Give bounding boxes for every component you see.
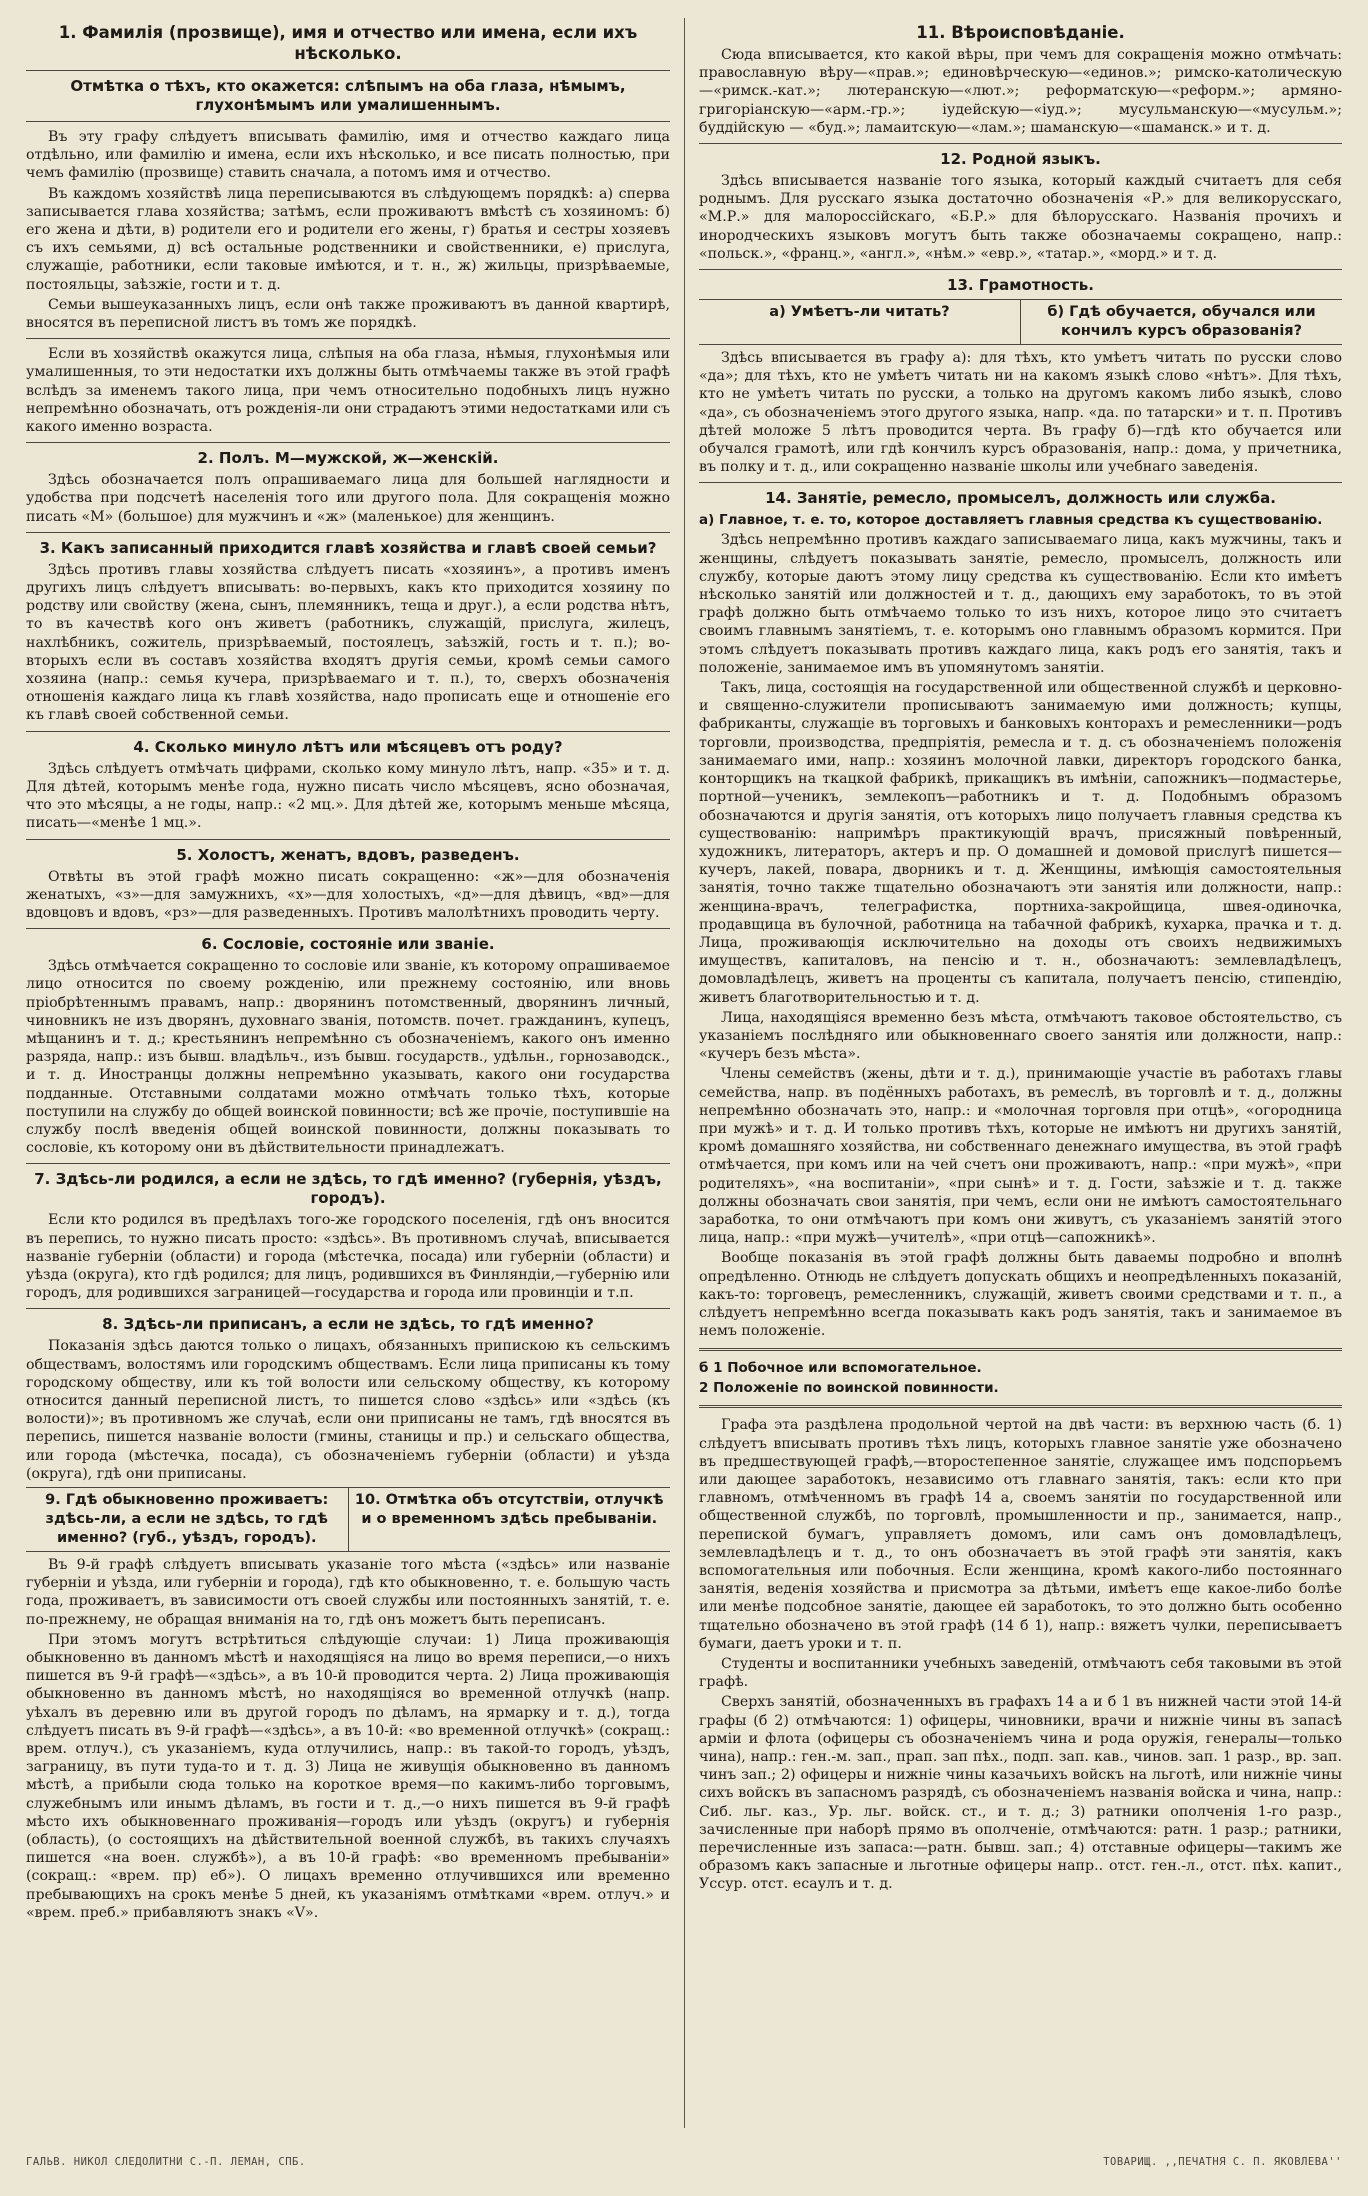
section-14-paragraph: Здѣсь непремѣнно противъ каждаго записываемаго лица, какъ мужчины, такъ и женщины, слѣдуетъ показывать занятіе, ремесло, промыселъ, должность или службу, которые даютъ этому лицу средства къ существованію. Если кто имѣетъ нѣсколько занятій или должностей и т. д., дающихъ ему заработокъ, то въ этой графѣ должно быть отмѣчаемо только то изъ нихъ, которое лицо это считаетъ своимъ главнымъ занятіемъ, т. е. которымъ оно главнымъ образомъ кормится. При этомъ слѣдуетъ показывать противъ каждаго лица, какъ родъ его занятія, такъ и положеніе, занимаемое имъ въ упомянутомъ занятіи.	[699, 532, 1342, 676]
section-3-title: 3. Какъ записанный приходится главѣ хозяйства и главѣ своей семьи?	[39, 538, 657, 557]
section-14-paragraph: Члены семействъ (жены, дѣти и т. д.), принимающіе участіе въ работахъ главы семейства, напр. въ подённыхъ работахъ, въ ремеслѣ, въ торговлѣ и т. д., должны непремѣнно обозначать это, напр.: и «молочная торговля при отцѣ», «огородница при мужѣ» и т. д. И только противъ тѣхъ, которые не имѣютъ ни другихъ занятій, кромѣ домашняго хозяйства, ни собственнаго денежнаго имущества, въ этой графѣ отмѣчается, при комъ или на чей счетъ они проживаютъ, напр.: «при мужѣ», «при родителяхъ», «на воспитаніи», «при сынѣ» и т. д. Гости, заѣзжіе и т. д. также должны обозначать свои занятія, при чемъ, если они не имѣютъ самостоятельнаго заработка, то они отмѣчаютъ при комъ они живутъ, съ указаніемъ занятій этого лица, напр.: «при мужѣ—учителѣ», «при отцѣ—сапожникѣ».	[699, 1066, 1342, 1247]
section-1-paragraph: Если въ хозяйствѣ окажутся лица, слѣпыя на оба глаза, нѣмыя, глухонѣмыя или умалишенныя, то эти недостатки ихъ должны быть отмѣчаемы также въ этой графѣ вслѣдъ за именемъ такого лица, при чемъ относительно подобныхъ лицъ нужно непремѣнно обозначать, отъ рожденія-ли они страдаютъ этими недостатками или съ какого именно возраста.	[26, 346, 670, 436]
section-7-paragraph: Если кто родился въ предѣлахъ того-же городского поселенія, гдѣ онъ вносится въ перепись, то нужно писать просто: «здѣсь». Въ противномъ случаѣ, вписывается названіе губерніи (области) и города (мѣстечка, посада) или губерніи (области) и уѣзда (округа), кто гдѣ родился; для лицъ, родившихся въ Финляндіи,—губернію или городъ, для родившихся заграницей—государства и города или провинціи и т.п.	[26, 1212, 670, 1302]
section-5-title: 5. Холостъ, женатъ, вдовъ, разведенъ.	[176, 845, 520, 864]
section-12-paragraph: Здѣсь вписывается названіе того языка, который каждый считаетъ для себя роднымъ. Для русскаго языка достаточно обозначенія «Р.» для великорусскаго, «М.Р.» для малороссійскаго, «Б.Р.» для бѣлорусскаго. Названія прочихъ и инородческихъ языковъ могутъ быть также обозначаемы сокращено, напр.: «польск.», «франц.», «англ.», «нѣм.» «евр.», «татар.», «морд.» и т. д.	[699, 173, 1342, 262]
section-8-paragraph: Показанія здѣсь даются только о лицахъ, обязанныхъ припискою къ сельскимъ обществамъ, волостямъ или городскимъ обществамъ. Если лица приписаны къ тому городскому обществу, или къ той волости или сельскому обществу, къ которому относится данный переписной листъ, то пишется слово «здѣсь» или «здѣсь (къ волости)»; въ противномъ же случаѣ, если они приписаны не тамъ, гдѣ вносятся въ перепись, пишется названіе волости (гмины, станицы и пр.) и сельскаго общества, или города (мѣстечка, посада), съ обозначеніемъ губерніи (области) и уѣзда (округа), гдѣ они приписаны.	[26, 1338, 670, 1482]
section-12-title: 12. Родной языкъ.	[940, 150, 1101, 169]
divider	[26, 1308, 670, 1309]
section-5-paragraph: Отвѣты въ этой графѣ можно писать сокращенно: «ж»—для обозначенія женатыхъ, «з»—для замужнихъ, «х»—для холостыхъ, «д»—для дѣвицъ, «вд»—для вдовцовъ и вдовъ, «рз»—для разведенныхъ. Противъ малолѣтнихъ проводить черту.	[26, 868, 670, 921]
section-10-title: 10. Отмѣтка объ отсутствіи, отлучкѣ и о временномъ здѣсь пребываніи.	[348, 1488, 671, 1551]
divider	[26, 121, 670, 122]
divider	[699, 1348, 1342, 1351]
divider	[26, 442, 670, 443]
section-1-paragraph: Въ каждомъ хозяйствѣ лица переписываются въ слѣдующемъ порядкѣ: а) сперва записывается глава хозяйства; затѣмъ, если проживаютъ вмѣстѣ съ хозяиномъ: б) его жена и дѣти, в) родители его и родители его жены, г) братья и сестры хозяевъ съ ихъ семьями, д) всѣ остальные родственники и свойственники, е) прислуга, служащіе, работники, если таковые имѣются, и т. н., ж) жильцы, призрѣваемые, постояльцы, заѣзжіе, гости и т. д.	[26, 185, 670, 293]
divider	[26, 70, 670, 71]
right-column	[684, 18, 1342, 2128]
section-9-paragraph: При этомъ могутъ встрѣтиться слѣдующіе случаи: 1) Лица проживающія обыкновенно въ данномъ мѣстѣ и находящіяся на лицо во время переписи,—о нихъ пишется въ 9-й графѣ—«здѣсь», а въ 10-й проводится черта. 2) Лица проживающія обыкновенно въ данномъ мѣстѣ, но находящіяся во временной отлучкѣ (напр. уѣхалъ въ деревню или въ другой городъ по дѣламъ, на ярмарку и т. д.), тогда слѣдуетъ писать въ 9-й графѣ—«здѣсь», а въ 10-й: «во временной отлучкѣ» (сокращ.: врем. отлуч.), съ указаніемъ, куда отлучились, напр.: въ такой-то городъ, уѣздъ, заграницу, въ пути туда-то и т. д. 3) Лица не живущія обыкновенно въ данномъ мѣстѣ, а прибыли сюда только на короткое время—по какимъ-либо торговымъ, служебнымъ или инымъ дѣламъ, въ гости и т. д.,—о нихъ пишется въ 9-й графѣ мѣсто ихъ обыкновеннаго проживанія—городъ или уѣздъ (округъ) и губернія (область), (о состоящихъ на дѣйствительной военной службѣ, въ такихъ случаяхъ пишется «на воен. службѣ»), а въ 10-й графѣ: «во временномъ пребываніи» (сокращ.: «врем. пр) еб»). О лицахъ временно отлучившихся или временно пребывающихъ на срокъ менѣе 5 дней, къ указаніямъ отмѣтками «врем. отлуч.» и «врем. преб.» прибавляютъ знакъ «V».	[26, 1631, 670, 1921]
section-11-paragraph: Сюда вписывается, кто какой вѣры, при чемъ для сокращенія можно отмѣчать: православную вѣру—«прав.»; единовѣрческую—«единов.»; римско-католическую—«римск.-кат.»; лютеранскую—«лют.»; реформатскую—«реформ.»; армяно-григоріанскую—«арм.-гр.»; іудейскую—«іуд.»; мусульманскую—«мусульм.»; буддійскую — «буд.»; ламаитскую—«лам.»; шаманскую—«шаманск.» и т. д.	[699, 47, 1342, 136]
section-9-paragraph: Въ 9-й графѣ слѣдуетъ вписывать указаніе того мѣста («здѣсь» или названіе губерніи и уѣзда, или губерніи и города), гдѣ кто обыкновенно, т. е. большую часть года, проживаетъ, въ зависимости отъ своей службы или постоянныхъ занятій, т. е. по-прежнему, не обращая вниманія на то, гдѣ онъ можетъ быть переписанъ.	[26, 1556, 670, 1628]
divider	[26, 731, 670, 732]
section-14-paragraph: Сверхъ занятій, обозначенныхъ въ графахъ 14 а и б 1 въ нижней части этой 14-й графы (б 2) отмѣчаются: 1) офицеры, чиновники, врачи и нижніе чины въ запасѣ арміи и флота (офицеры съ обозначеніемъ чина и рода оружія, генералы—только чина), напр.: ген.-м. зап., прап. зап пѣх., подп. зап. кав., чинов. зап. 1 разр., вр. зап. чинъ зап.; 2) офицеры и нижніе чины казачьихъ войскъ на льготѣ, или нижніе чины сихъ войскъ въ запасномъ разрядѣ, съ обозначеніемъ названія войска и чина, напр.: Сиб. льг. каз., Ур. льг. войск. ст., и т. д.; 3) ратники ополченія 1-го разр., зачисленные при наборѣ прямо въ ополченіе, отмѣчаются: ратн. 1 разр.; ратники, перечисленные изъ запаса:—ратн. бывш. зап.; 4) отставные офицеры—такимъ же образомъ какъ запасные и льготные офицеры напр.. отст. ген.-л., отст. пѣх. капит., Уссур. отст. есаулъ и т. д.	[699, 1694, 1342, 1893]
divider	[699, 482, 1342, 483]
section-8-title: 8. Здѣсь-ли приписанъ, а если не здѣсь, то гдѣ именно?	[102, 1315, 594, 1334]
section-7-title: 7. Здѣсь-ли родился, а если не здѣсь, то гдѣ именно? (губернія, уѣздъ, городъ).	[34, 1170, 662, 1208]
divider	[26, 532, 670, 533]
section-14-paragraph: Студенты и воспитанники учебныхъ заведеній, отмѣчаютъ себя таковыми въ этой графѣ.	[699, 1656, 1342, 1691]
divider	[26, 839, 670, 840]
section-9-10-header	[26, 1487, 670, 1552]
section-6-paragraph: Здѣсь отмѣчается сокращенно то сословіе или званіе, къ которому опрашиваемое лицо относится по своему рожденію, или прежнему состоянію, или вновь пріобрѣтеннымъ правамъ, напр.: дворянинъ потомственный, дворянинъ личный, чиновникъ не изъ дворянъ, духовнаго званія, потомств. почет. гражданинъ, купецъ, мѣщанинъ и т. д.; крестьянинъ непремѣнно съ обозначеніемъ, какого онъ именно разряда, напр.: изъ бывш. владѣльч., изъ бывш. государств., удѣльн., горнозаводск., и т. д. Иностранцы должны непремѣнно указывать, какого они государства подданные. Отставными солдатами можно отмѣчать только тѣхъ, которые поступили на службу до общей воинской повинности; всѣ же прочіе, поступившіе на службу послѣ введенія общей воинской повинности, должны показывать то сословіе, къ которому они въ дѣйствительности принадлежатъ.	[26, 958, 670, 1157]
section-14-paragraph: Вообще показанія въ этой графѣ должны быть даваемы подробно и вполнѣ опредѣленно. Отнюдь не слѣдуетъ допускать общихъ и неопредѣленныхъ показаній, какъ-то: торговецъ, ремесленникъ, служащій, живетъ своими средствами и т. п., а слѣдуетъ непремѣнно всегда показывать какъ родъ занятія, такъ и занимаемое въ немъ положеніе.	[699, 1250, 1342, 1340]
divider	[26, 338, 670, 339]
divider	[699, 1405, 1342, 1408]
print-footer	[26, 2156, 1342, 2168]
section-14b2-subtitle: 2 Положеніе по воинской повинности.	[699, 1380, 999, 1397]
section-1-paragraph: Въ эту графу слѣдуетъ вписывать фамилію, имя и отчество каждаго лица отдѣльно, или фамилію и имена, если ихъ нѣсколько, и все писать полностью, при чемъ фамилію (прозвище) ставить сначала, а потомъ имя и отчество.	[26, 129, 670, 182]
section-6-title: 6. Сословіе, состояніе или званіе.	[201, 935, 495, 954]
divider	[699, 143, 1342, 144]
section-14-paragraph: Такъ, лица, состоящія на государственной или общественной службѣ и церковно-и священно-служители прописываютъ занимаемую ими должность; купцы, фабриканты, служащіе въ торговыхъ и банковыхъ конторахъ и ремесленники—родъ торговли, производства, предпріятія, ремесла и т. д. съ обозначеніемъ положенія занимаемаго ими, напр.: хозяинъ молочной лавки, директоръ городского банка, конторщикъ на ткацкой фабрикѣ, прикащикъ въ имѣніи, сапожникъ—подмастерье, портной—ученикъ, землекопъ—работникъ и т. д. Подобнымъ образомъ обозначаются и другія занятія, отъ которыхъ лицо получаетъ главныя средства къ существованію: напримѣръ практикующій врачъ, присяжный повѣренный, художникъ, литераторъ, актеръ и пр. О домашней и домовой прислугѣ пишется—кучеръ, лакей, повара, дворникъ и т. д. Женщины, имѣющія самостоятельныя занятія, точно также тщательно обозначаютъ эти занятія или должности, напр.: женщина-врачъ, телеграфистка, портниха-закройщица, швея-одиночка, продавщица въ булочной, работница на табачной фабрикѣ, кухарка, прачка и т. д. Лица, проживающія исключительно на доходы отъ своихъ недвижимыхъ имуществъ, капиталовъ, на пенсію и т. н., обозначаютъ: землевладѣлецъ, домовладѣлецъ, живетъ на проценты съ капитала, получаетъ пенсію, стипендію, живетъ благотворительностью и т. д.	[699, 680, 1342, 1006]
section-4-title: 4. Сколько минуло лѣтъ или мѣсяцевъ отъ роду?	[133, 737, 563, 756]
section-13-header	[699, 299, 1342, 345]
section-1-title: 1. Фамилія (прозвище), имя и отчество или имена, если ихъ нѣсколько.	[58, 23, 638, 63]
section-14-title: 14. Занятіе, ремесло, промыселъ, должность или служба.	[765, 489, 1276, 508]
section-14a-subtitle: а) Главное, т. е. то, которое доставляетъ главныя средства къ существованію.	[699, 512, 1323, 529]
section-13-title: 13. Грамотность.	[947, 276, 1094, 295]
section-2-paragraph: Здѣсь обозначается полъ опрашиваемаго лица для большей наглядности и удобства при подсчетѣ населенія того или другого пола. Для сокращенія можно писать «М» (большое) для мужчинъ и «ж» (маленькое) для женщинъ.	[26, 472, 670, 525]
section-2-title: 2. Полъ. М—мужской, ж—женскій.	[197, 449, 499, 468]
section-13b-title: б) Гдѣ обучается, обучался или кончилъ курсъ образованія?	[1020, 300, 1342, 344]
divider	[26, 928, 670, 929]
section-1-subtitle: Отмѣтка о тѣхъ, кто окажется: слѣпымъ на оба глаза, нѣмымъ, глухонѣмымъ или умалишеннымъ.	[70, 77, 626, 114]
section-11-title: 11. Вѣроисповѣданіе.	[916, 23, 1125, 42]
section-14b1-subtitle: б 1 Побочное или вспомогательное.	[699, 1360, 982, 1377]
footer-printer: ТОВАРИЩ. ,,ПЕЧАТНЯ С. П. ЯКОВЛЕВА''	[1103, 2156, 1342, 2168]
divider	[699, 269, 1342, 270]
section-13a-title: а) Умѣетъ-ли читать?	[769, 304, 950, 321]
section-14-paragraph: Графа эта раздѣлена продольной чертой на двѣ части: въ верхнюю часть (б. 1) слѣдуетъ вписывать противъ тѣхъ лицъ, которыхъ главное занятіе уже обозначено въ предшествующей графѣ,—второстепенное занятіе, служащее имъ подспорьемъ или дающее заработокъ, независимо отъ главнаго занятія, такъ: если кто при главномъ, отмѣченномъ въ графѣ 14 а, своемъ занятіи по государственной или общественной службѣ, по торговлѣ, промышленности и пр., занимается, напр., перепиской бумагъ, управляетъ домомъ, или самъ онъ домовладѣлецъ, землевладѣлецъ и т. д., то онъ обозначаетъ въ этой графѣ эти занятія, какъ вспомогательныя или побочныя. Если женщина, кромѣ какого-либо постояннаго занятія, веденія хозяйства и присмотра за дѣтьми, имѣетъ еще какое-либо болѣе или менѣе подсобное занятіе, дающее ей заработокъ, то это должно быть особенно тщательно обозначено въ этой графѣ (14 б 1), напр.: вяжетъ чулки, переписываетъ бумаги, даетъ уроки и т. п.	[699, 1417, 1342, 1652]
left-column	[26, 18, 684, 2128]
footer-lithographer: ГАЛЬВ. НИКОЛ СЛЕДОЛИТНИ С.-П. ЛЕМАН, СПБ.	[26, 2156, 306, 2168]
section-4-paragraph: Здѣсь слѣдуетъ отмѣчать цифрами, сколько кому минуло лѣтъ, напр. «35» и т. д. Для дѣтей, которымъ менѣе года, нужно писать число мѣсяцевъ, ясно обозначая, что это мѣсяцы, а не годы, напр.: «2 мц.». Для дѣтей же, которымъ меньше мѣсяца, писать—«менѣе 1 мц.».	[26, 760, 670, 832]
section-13-paragraph: Здѣсь вписывается въ графу а): для тѣхъ, кто умѣетъ читать по русски слово «да»; для тѣхъ, кто не умѣетъ читать ни на какомъ языкѣ слово «нѣтъ». Для тѣхъ, кто не умѣетъ читать по русски, а только на другомъ какомъ либо языкѣ, слово «да», съ обозначеніемъ этого другого языка, напр. «да. по татарски» и т. п. Противъ дѣтей моложе 5 лѣтъ проводится черта. Въ графу б)—гдѣ кто обучается или обучался грамотѣ, или гдѣ кончилъ курсъ образованія, напр.: дома, у причетника, въ полку и т. д., или сокращенно названіе школы или учебнаго заведенія.	[699, 350, 1342, 476]
section-9-title: 9. Гдѣ обыкновенно проживаетъ: здѣсь-ли, а если не здѣсь, то гдѣ именно? (губ., уѣздъ, городъ).	[45, 1491, 329, 1546]
divider	[26, 1163, 670, 1164]
section-14-paragraph: Лица, находящіяся временно безъ мѣста, отмѣчаютъ таковое обстоятельство, съ указаніемъ послѣдняго или обыкновеннаго своего занятія или должности, напр.: «кучеръ безъ мѣста».	[699, 1009, 1342, 1063]
section-1-paragraph: Семьи вышеуказанныхъ лицъ, если онѣ также проживаютъ въ данной квартирѣ, вносятся въ переписной листъ въ томъ же порядкѣ.	[26, 296, 670, 332]
two-column-layout	[26, 18, 1342, 2128]
section-3-paragraph: Здѣсь противъ главы хозяйства слѣдуетъ писать «хозяинъ», а противъ именъ другихъ лицъ слѣдуетъ вписывать: во-первыхъ, какъ кто приходится хозяину по родству или свойству (жена, сынъ, племянникъ, теща и друг.), а если родства нѣтъ, то въ качествѣ кого онъ живетъ (работникъ, служащій, прислуга, жилецъ, нахлѣбникъ, сожитель, призрѣваемый, постоялецъ, заѣзжій, гость и т. п.); во-вторыхъ если въ составъ хозяйства входятъ другія семьи, кромѣ семьи самого хозяина (напр.: семья кучера, призрѣваемаго и т. п.), то, сверхъ обозначенія отношенія каждаго лица къ главѣ хозяйства, надо прописать еще и отношеніе его къ главѣ своей собственной семьи.	[26, 561, 670, 724]
